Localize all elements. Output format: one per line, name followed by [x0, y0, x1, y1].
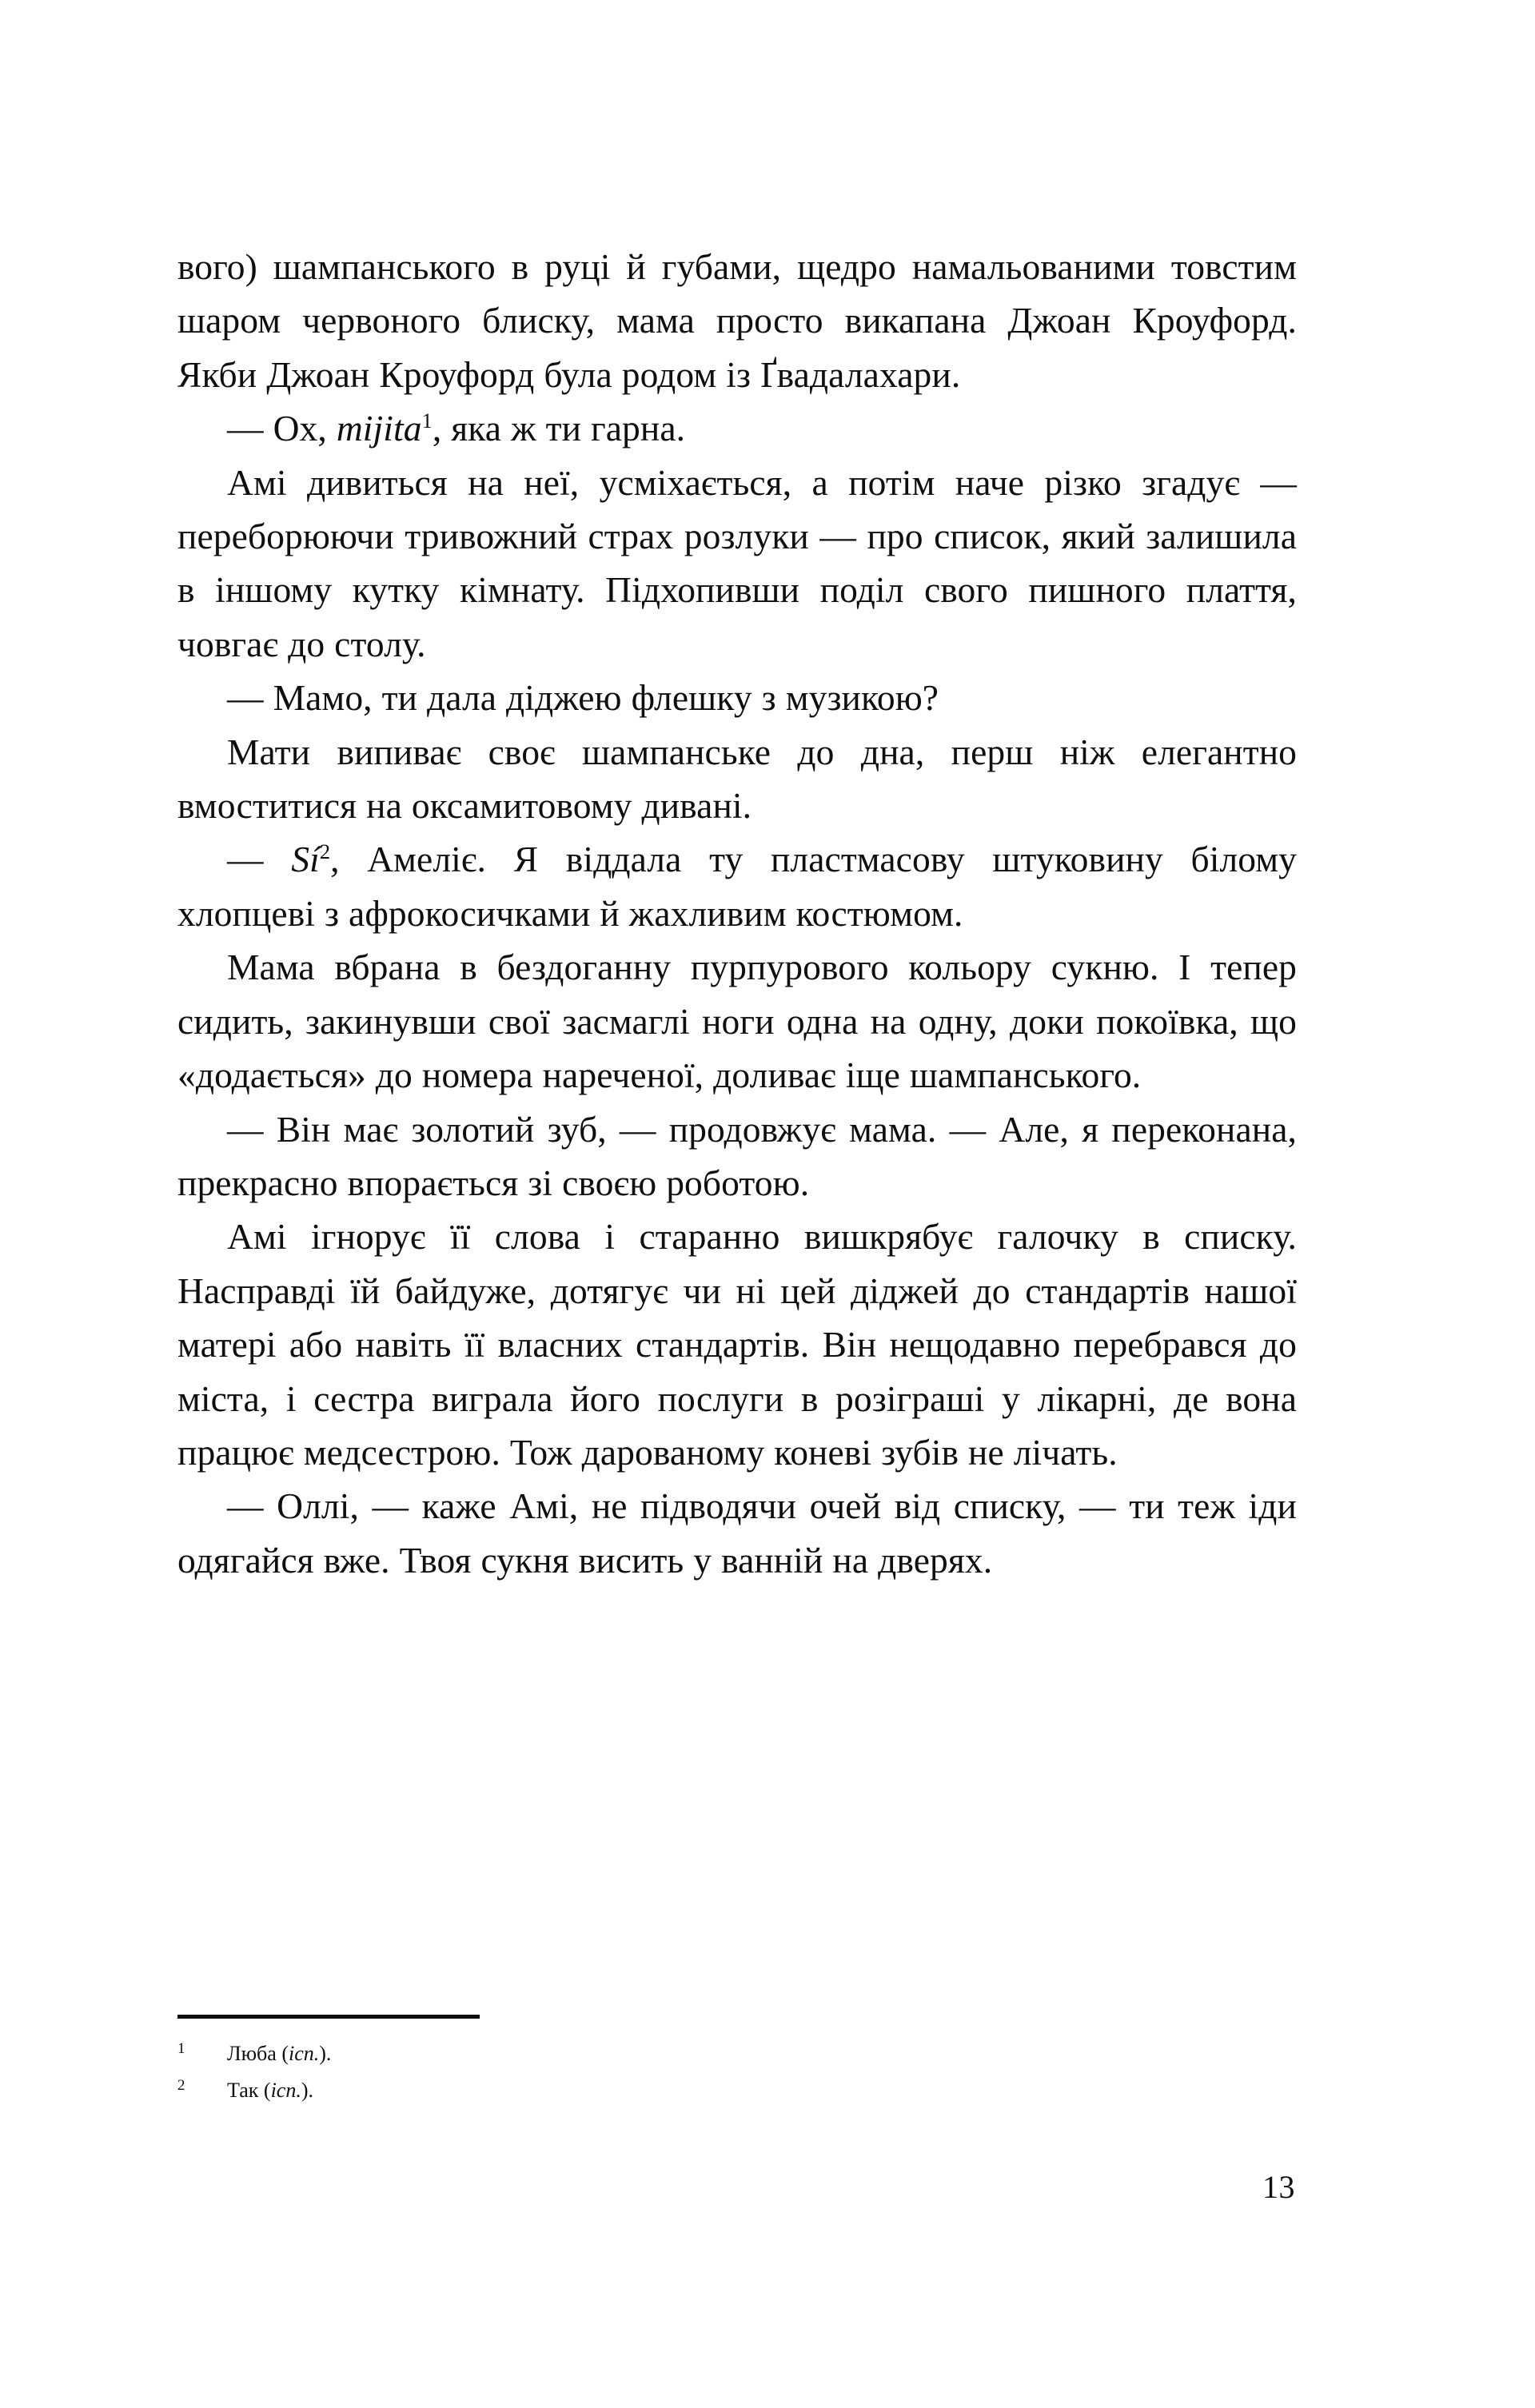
- paragraph-dialogue: — Він має золотий зуб, — продовжує мама. — Але, я переконана, прекрасно впорається зі своєю роботою.: [177, 1108, 1297, 1203]
- footnote-item: [177, 2073, 1297, 2110]
- foreign-word-italic: Sí: [291, 839, 320, 880]
- paragraph: Амі ігнорує її слова і старанно вишкрябує галочку в списку. Насправді їй байдуже, дотягує чи ні цей діджей до стандартів нашої матері або навіть її власних стандартів. Він нещодавно перебрався до міста, і сестра виграла його послуги в розіграші у лікарні, де вона працює медсестрою. Тож дарованому коневі зубів не лічать.: [177, 1216, 1297, 1473]
- body-text-block: [177, 240, 1297, 1587]
- paragraph: Мама вбрана в бездоганну пурпурового кольору сукню. І тепер сидить, закинувши свої засмаглі ноги одна на одну, доки покоївка, що «додається» до номера нареченої, доливає іще шампанського.: [177, 947, 1297, 1096]
- paragraph-tail: , Амеліє. Я віддала ту пластмасову штуковину білому хлопцеві з афрокосичками й жахливим костюмом.: [177, 839, 1298, 934]
- paragraph-dialogue: — Оллі, — каже Амі, не підводячи очей від списку, — ти теж іди одягайся вже. Твоя сукня висить у ванній на дверях.: [177, 1485, 1297, 1581]
- foreign-word-italic: mijita: [336, 408, 422, 449]
- footnote-text-after: ).: [301, 2079, 314, 2102]
- footnote-text-1: [227, 2036, 1297, 2071]
- footnote-text-after: ).: [319, 2042, 332, 2065]
- footnote-area: [177, 2015, 1297, 2110]
- footnote-text-before: Так (: [227, 2079, 271, 2102]
- footnote-reference-1[interactable]: 1: [421, 409, 433, 433]
- paragraph-dialogue: — Мамо, ти дала діджею флешку з музикою?: [227, 677, 939, 719]
- footnote-marker-2: 2: [177, 2077, 185, 2094]
- dialogue-dash-text: — Ох,: [227, 408, 337, 449]
- footnote-separator-rule: [177, 2015, 480, 2019]
- footnote-reference-2[interactable]: 2: [319, 839, 331, 864]
- paragraph: Амі дивиться на неї, усміхається, а потім наче різко згадує — переборюючи тривожний страх розлуки — про список, який залишила в іншому кутку кімнату. Підхопивши поділ свого пишного плаття, човгає до столу.: [177, 461, 1297, 664]
- paragraph-tail: , яка ж ти гарна.: [432, 408, 686, 449]
- footnote-marker-1: 1: [177, 2040, 185, 2057]
- paragraph-dialogue: [177, 832, 1297, 940]
- paragraph: Мати випиває своє шампанське до дна, перш ніж елегантно вмоститися на оксамитовому дивані.: [177, 731, 1297, 827]
- footnote-language-abbrev: ісп.: [270, 2079, 301, 2102]
- paragraph: вого) шампанського в руці й губами, щедро намальованими товстим шаром червоного блиску, мама просто викапана Джоан Кроуфорд. Якби Джоан Кроуфорд була родом із Ґвадалахари.: [177, 246, 1297, 395]
- paragraph-dialogue: [177, 401, 1297, 455]
- footnote-text-before: Люба (: [227, 2042, 289, 2065]
- dialogue-dash-text: —: [227, 839, 292, 880]
- footnote-item: [177, 2036, 1297, 2073]
- page-number: 13: [1262, 2169, 1295, 2205]
- footnote-text-2: [227, 2073, 1297, 2107]
- footnote-language-abbrev: ісп.: [288, 2042, 320, 2065]
